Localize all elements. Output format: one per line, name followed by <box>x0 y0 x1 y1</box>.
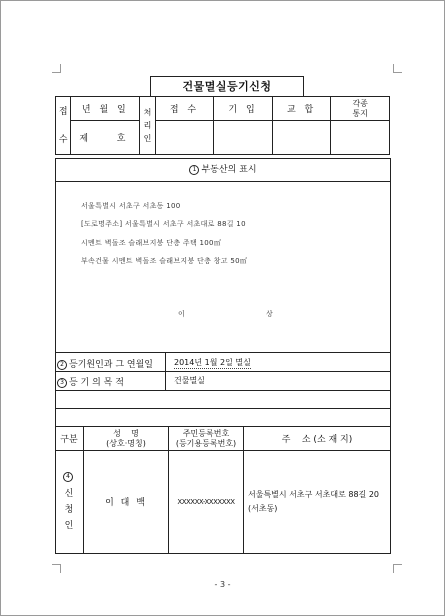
number-label: 제 호 <box>71 121 140 155</box>
purpose-value: 건물멸실 <box>174 376 205 385</box>
cause-label: 2 등기원인과 그 연월일 <box>57 357 153 370</box>
applicant-table <box>55 426 390 553</box>
circle-number-icon: 2 <box>57 360 67 370</box>
col-address: 주 소 (소 재 지) <box>244 427 391 451</box>
reception-label: 접 수 <box>56 97 71 155</box>
page-number: - 3 - <box>214 580 231 589</box>
divider <box>56 352 390 353</box>
applicant-name: 이 대 백 <box>84 451 169 553</box>
cell-notification-sign <box>331 121 390 155</box>
margin-corner-bottom-right <box>393 564 402 573</box>
purpose-label: 3 등 기 의 목 적 <box>57 375 124 388</box>
divider <box>56 181 390 182</box>
divider <box>56 371 390 372</box>
divider <box>56 390 390 391</box>
closing-mark-1: 이 <box>178 310 186 318</box>
applicant-id: XXXXXX-XXXXXXX <box>169 451 244 553</box>
circle-number-icon: 3 <box>57 378 67 388</box>
col-name: 성 명 (상호·명칭) <box>84 427 169 451</box>
col-id: 주민등록번호 (등기용등록번호) <box>169 427 244 451</box>
divider <box>56 408 390 409</box>
closing-mark-2: 상 <box>266 310 274 318</box>
col-notification: 각종 통지 <box>331 97 390 121</box>
col-reception: 접 수 <box>155 97 214 121</box>
property-line-2: [도로명주소] 서울특별시 서초구 서초대로 88길 10 <box>81 220 246 228</box>
margin-corner-top-left <box>52 64 61 73</box>
col-category: 구분 <box>55 427 84 451</box>
reception-table <box>55 96 390 155</box>
cell-reception-sign <box>155 121 214 155</box>
property-line-3: 시멘트 벽돌조 슬래브지붕 단층 주택 100㎡ <box>81 239 222 247</box>
cause-value: 2014년 1월 2일 멸실 <box>174 358 251 367</box>
circle-number-icon: 4 <box>63 472 73 482</box>
property-section-title: 1 부동산의 표시 <box>56 162 390 175</box>
col-entry: 기 입 <box>214 97 273 121</box>
cell-entry-sign <box>214 121 273 155</box>
date-label: 년 월 일 <box>71 97 140 121</box>
processor-label: 처 리 인 <box>140 97 155 155</box>
applicant-row-label: 4 신 청 인 <box>55 451 84 553</box>
cell-verification-sign <box>272 121 331 155</box>
col-verification: 교 합 <box>272 97 331 121</box>
applicant-address: 서울특별시 서초구 서초대로 88길 20 (서초동) <box>244 451 391 553</box>
property-line-1: 서울특별시 서초구 서초동 100 <box>81 202 181 210</box>
margin-corner-bottom-left <box>52 564 61 573</box>
main-form-body <box>55 158 391 554</box>
property-line-4: 부속건물 시멘트 벽돌조 슬래브지붕 단층 창고 50㎡ <box>81 257 248 265</box>
margin-corner-top-right <box>393 64 402 73</box>
form-title: 건물멸실등기신청 <box>150 76 304 97</box>
circle-number-icon: 1 <box>189 165 199 175</box>
